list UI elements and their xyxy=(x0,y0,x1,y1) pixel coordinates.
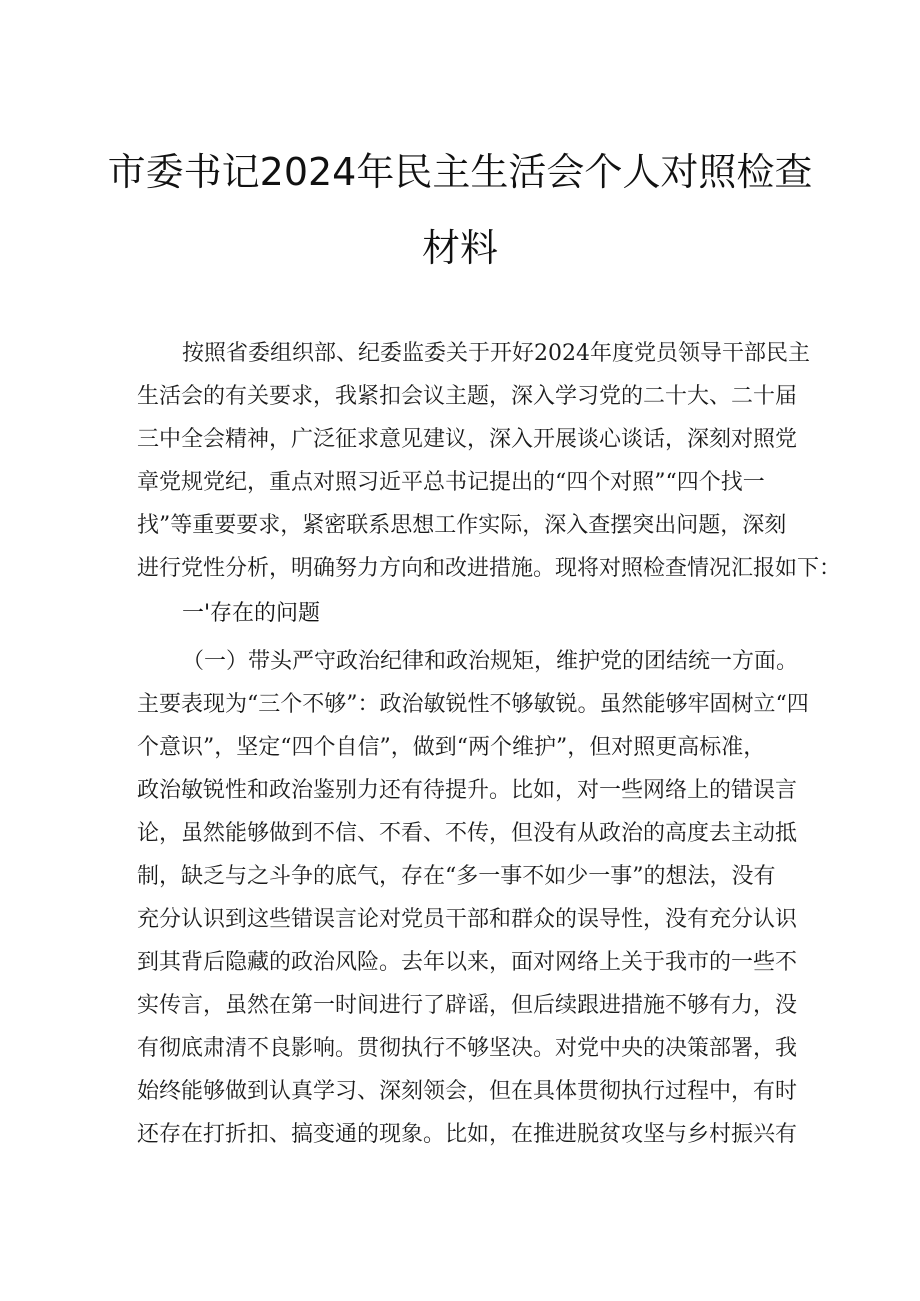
section-paragraph-line: 到其背后隐藏的政治风险。去年以来，面对网络上关于我市的一些不 xyxy=(137,950,798,975)
section-paragraph-line: 充分认识到这些错误言论对党员干部和群众的误导性，没有充分认识 xyxy=(137,907,798,932)
section-paragraph-line: 主要表现为“三个不够”：政治敏锐性不够敏锐。虽然能够牢固树立“四 xyxy=(137,692,809,717)
intro-paragraph-line: 进行党性分析，明确努力方向和改进措施。现将对照检查情况汇报如下： xyxy=(137,556,842,581)
intro-paragraph-line: 章党规党纪，重点对照习近平总书记提出的“四个对照”“四个找一 xyxy=(137,470,765,495)
section-paragraph-line: 始终能够做到认真学习、深刻领会，但在具体贯彻执行过程中，有时 xyxy=(137,1079,798,1104)
intro-paragraph-line: 三中全会精神，广泛征求意见建议，深入开展谈心谈话，深刻对照党 xyxy=(137,427,798,452)
section-heading: 一'存在的问题 xyxy=(182,601,321,626)
section-paragraph-line: 还存在打折扣、搞变通的现象。比如，在推进脱贫攻坚与乡村振兴有 xyxy=(137,1122,798,1147)
intro-paragraph-line: 找”等重要要求，紧密联系思想工作实际，深入查摆突出问题，深刻 xyxy=(137,513,787,538)
section-paragraph-line: （一）带头严守政治纪律和政治规矩，维护党的团结统一方面。 xyxy=(182,649,799,674)
document-title-line-2: 材料 xyxy=(421,226,498,270)
section-paragraph-line: 实传言，虽然在第一时间进行了辟谣，但后续跟进措施不够有力，没 xyxy=(137,993,798,1018)
document-title-line-1: 市委书记2024年民主生活会个人对照检查 xyxy=(107,150,813,194)
intro-paragraph-line: 生活会的有关要求，我紧扣会议主题，深入学习党的二十大、二十届 xyxy=(137,384,798,409)
section-paragraph-line: 论，虽然能够做到不信、不看、不传，但没有从政治的高度去主动抵 xyxy=(137,821,798,846)
intro-paragraph-line: 按照省委组织部、纪委监委关于开好2024年度党员领导干部民主 xyxy=(182,341,810,366)
section-paragraph-line: 政治敏锐性和政治鉴别力还有待提升。比如，对一些网络上的错误言 xyxy=(137,778,798,803)
section-paragraph-line: 个意识”，坚定“四个自信”，做到“两个维护”，但对照更高标准， xyxy=(137,735,766,760)
section-paragraph-line: 制，缺乏与之斗争的底气，存在“多一事不如少一事”的想法，没有 xyxy=(137,864,776,889)
section-paragraph-line: 有彻底肃清不良影响。贯彻执行不够坚决。对党中央的决策部署，我 xyxy=(137,1036,798,1061)
